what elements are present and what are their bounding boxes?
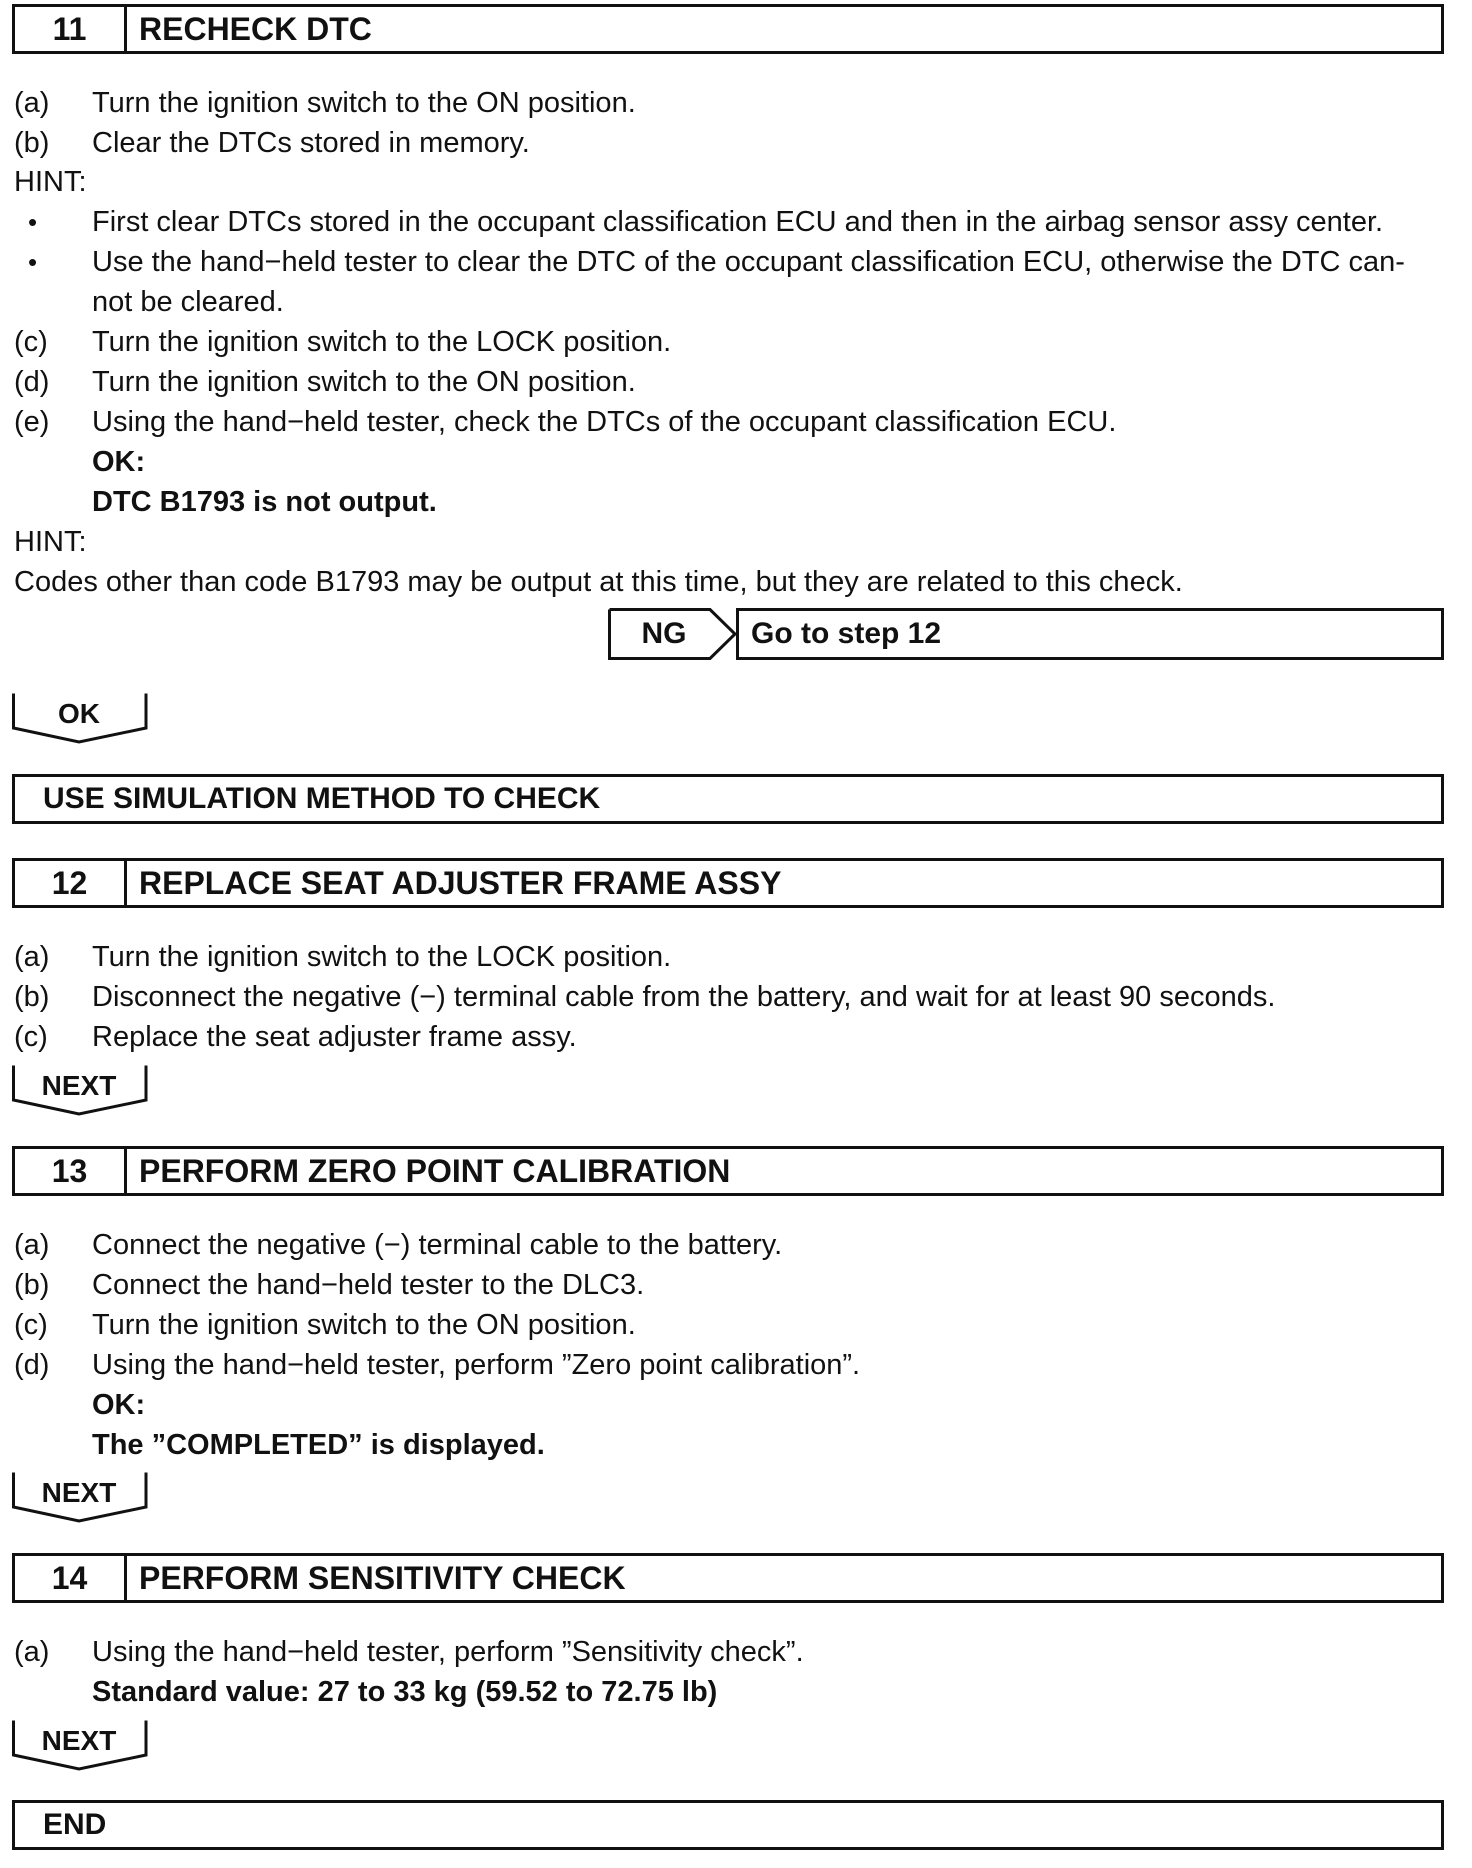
item-text: Turn the ignition switch to the ON position. — [92, 87, 636, 119]
item-letter: (b) — [14, 127, 50, 159]
simulation-method-box: USE SIMULATION METHOD TO CHECK — [12, 774, 1444, 824]
standard-value-text: Standard value: 27 to 33 kg (59.52 to 72.75 lb) — [92, 1676, 718, 1708]
step-11-header — [12, 4, 1444, 54]
item-letter: (d) — [14, 1349, 50, 1381]
item-text: Using the hand−held tester, perform ”Zero point calibration”. — [92, 1349, 861, 1381]
step-13-header — [12, 1146, 1444, 1196]
item-text: Using the hand−held tester, perform ”Sensitivity check”. — [92, 1636, 804, 1668]
hint-label: HINT: — [14, 166, 87, 198]
bullet-icon: • — [28, 207, 38, 237]
bullet-text: First clear DTCs stored in the occupant classification ECU and then in the airbag sensor assy center. — [92, 206, 1384, 238]
step-number: 13 — [15, 1149, 127, 1193]
step-number: 11 — [15, 7, 127, 51]
item-text: Disconnect the negative (−) terminal cable from the battery, and wait for at least 90 seconds. — [92, 981, 1276, 1013]
next-tag-label: NEXT — [41, 1070, 117, 1101]
ok-label: OK: — [92, 446, 146, 478]
item-letter: (a) — [14, 1229, 50, 1261]
ok-label: OK: — [92, 1389, 146, 1421]
ok-result: The ”COMPLETED” is displayed. — [92, 1429, 545, 1461]
next-tag — [12, 1471, 150, 1527]
step-14-header — [12, 1553, 1444, 1603]
ng-label: NG — [641, 617, 687, 650]
item-letter: (a) — [14, 1636, 50, 1668]
step-number: 14 — [15, 1556, 127, 1600]
step-12-header — [12, 858, 1444, 908]
end-box: END — [12, 1800, 1444, 1850]
hint-text: Codes other than code B1793 may be output at this time, but they are related to this check. — [14, 566, 1183, 598]
item-letter: (c) — [14, 326, 48, 358]
item-letter: (d) — [14, 366, 50, 398]
step-number: 12 — [15, 861, 127, 905]
next-tag-label: NEXT — [41, 1477, 117, 1508]
item-text: Turn the ignition switch to the LOCK position. — [92, 941, 672, 973]
item-letter: (a) — [14, 87, 50, 119]
item-letter: (a) — [14, 941, 50, 973]
step-title: PERFORM SENSITIVITY CHECK — [139, 1559, 626, 1596]
next-tag — [12, 1064, 150, 1120]
item-text: Turn the ignition switch to the ON position. — [92, 366, 636, 398]
ok-tag-label: OK — [58, 698, 100, 729]
item-text: Connect the hand−held tester to the DLC3. — [92, 1269, 645, 1301]
item-text: Connect the negative (−) terminal cable to the battery. — [92, 1229, 783, 1261]
item-text: Clear the DTCs stored in memory. — [92, 127, 530, 159]
item-letter: (e) — [14, 406, 50, 438]
bullet-text: not be cleared. — [92, 286, 284, 318]
ng-destination: Go to step 12 — [736, 608, 1444, 660]
next-tag-label: NEXT — [41, 1725, 117, 1756]
step-title: REPLACE SEAT ADJUSTER FRAME ASSY — [139, 864, 782, 901]
item-text: Turn the ignition switch to the ON position. — [92, 1309, 636, 1341]
hint-label: HINT: — [14, 526, 87, 558]
item-letter: (b) — [14, 1269, 50, 1301]
item-letter: (c) — [14, 1309, 48, 1341]
item-letter: (c) — [14, 1021, 48, 1053]
bullet-text: Use the hand−held tester to clear the DTC of the occupant classification ECU, otherwise the DTC can- — [92, 246, 1405, 278]
item-letter: (b) — [14, 981, 50, 1013]
item-text: Turn the ignition switch to the LOCK position. — [92, 326, 672, 358]
next-tag — [12, 1719, 150, 1775]
step-title: PERFORM ZERO POINT CALIBRATION — [139, 1152, 731, 1189]
bullet-icon: • — [28, 247, 38, 277]
item-text: Replace the seat adjuster frame assy. — [92, 1021, 577, 1053]
item-text: Using the hand−held tester, check the DTCs of the occupant classification ECU. — [92, 406, 1117, 438]
step-title: RECHECK DTC — [139, 10, 372, 47]
ok-tag — [12, 692, 150, 748]
ok-result: DTC B1793 is not output. — [92, 486, 437, 518]
